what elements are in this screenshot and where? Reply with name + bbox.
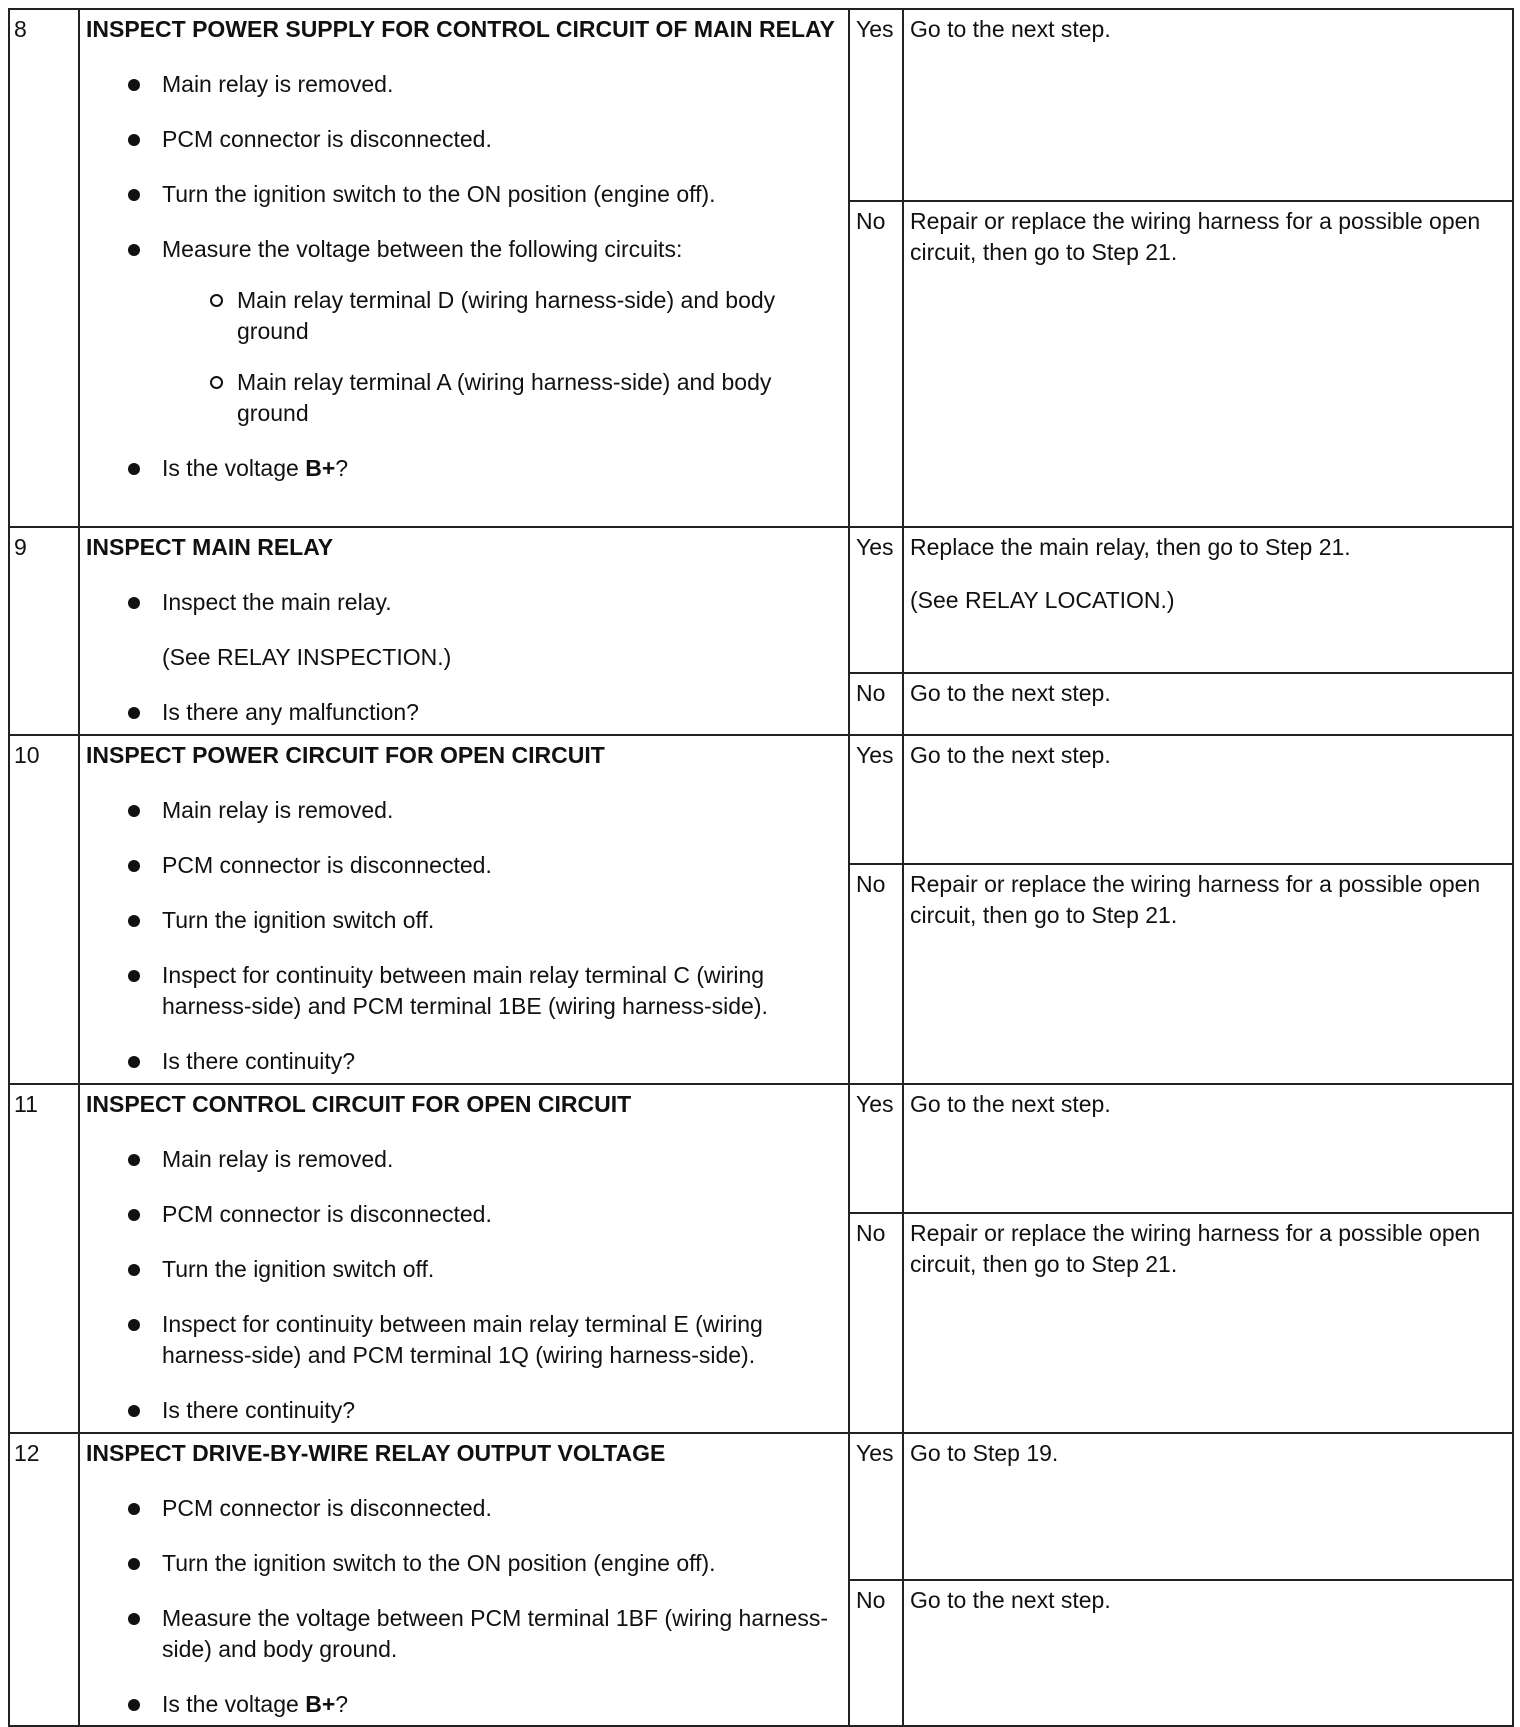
step-title: INSPECT CONTROL CIRCUIT FOR OPEN CIRCUIT	[86, 1091, 632, 1117]
yes-label: Yes	[849, 735, 903, 864]
diagnostic-steps-table	[8, 8, 1514, 1727]
bullet-list	[86, 1493, 842, 1720]
no-label: No	[849, 201, 903, 527]
step-number: 11	[9, 1084, 79, 1433]
yes-label: Yes	[849, 527, 903, 673]
no-action: Repair or replace the wiring harness for a possible open circuit, then go to Step 21.	[903, 1213, 1513, 1433]
step-title: INSPECT MAIN RELAY	[86, 534, 334, 560]
bullet-item: Measure the voltage between the following circuits:	[86, 234, 842, 265]
question-item	[86, 453, 842, 484]
yes-action: Go to Step 19.	[903, 1433, 1513, 1580]
step-content	[79, 1084, 849, 1433]
question-value: B+	[305, 1691, 336, 1717]
bullet-item: Inspect the main relay.	[86, 587, 842, 618]
bullet-item: Measure the voltage between PCM terminal 1BF (wiring harness-side) and body ground.	[86, 1603, 842, 1665]
bullet-item: PCM connector is disconnected.	[86, 1493, 842, 1524]
step-content	[79, 735, 849, 1084]
yes-action: Go to the next step.	[903, 1084, 1513, 1213]
step-number: 8	[9, 9, 79, 527]
no-label: No	[849, 1580, 903, 1726]
bullet-list	[86, 69, 842, 265]
step-title: INSPECT DRIVE-BY-WIRE RELAY OUTPUT VOLTAGE	[86, 1440, 666, 1466]
step-content	[79, 527, 849, 735]
yes-label: Yes	[849, 1433, 903, 1580]
question-value: B+	[305, 455, 336, 481]
no-label: No	[849, 1213, 903, 1433]
bullet-list	[86, 1144, 842, 1426]
yes-label: Yes	[849, 9, 903, 201]
no-action: Repair or replace the wiring harness for a possible open circuit, then go to Step 21.	[903, 201, 1513, 527]
sub-bullet-item: Main relay terminal D (wiring harness-side) and body ground	[86, 285, 842, 347]
bullet-item: Turn the ignition switch to the ON position (engine off).	[86, 1548, 842, 1579]
question-text: Is the voltage	[162, 455, 306, 481]
step-number: 12	[9, 1433, 79, 1726]
yes-action: Go to the next step.	[903, 9, 1513, 201]
yes-reference-note: (See RELAY LOCATION.)	[910, 587, 1175, 613]
step-number: 9	[9, 527, 79, 735]
bullet-item: Turn the ignition switch to the ON position (engine off).	[86, 179, 842, 210]
bullet-item: PCM connector is disconnected.	[86, 1199, 842, 1230]
bullet-item: Main relay is removed.	[86, 795, 842, 826]
bullet-item: Turn the ignition switch off.	[86, 905, 842, 936]
step-row-12	[9, 1433, 1513, 1580]
step-row-10	[9, 735, 1513, 864]
bullet-list	[86, 795, 842, 1077]
reference-note: (See RELAY INSPECTION.)	[162, 644, 452, 670]
step-row-11	[9, 1084, 1513, 1213]
yes-action: Replace the main relay, then go to Step 21.	[910, 534, 1351, 560]
procedure-page	[8, 8, 1512, 1727]
yes-action: Go to the next step.	[903, 735, 1513, 864]
no-action: Repair or replace the wiring harness for a possible open circuit, then go to Step 21.	[903, 864, 1513, 1084]
bullet-item: Main relay is removed.	[86, 1144, 842, 1175]
question-item	[86, 1689, 842, 1720]
question-suffix: ?	[335, 1691, 349, 1717]
question-item: Is there continuity?	[86, 1046, 842, 1077]
yes-action-cell	[903, 527, 1513, 673]
question-item: Is there any malfunction?	[86, 697, 842, 728]
question-item: Is there continuity?	[86, 1395, 842, 1426]
step-row-8	[9, 9, 1513, 201]
bullet-item: Main relay is removed.	[86, 69, 842, 100]
step-title: INSPECT POWER CIRCUIT FOR OPEN CIRCUIT	[86, 742, 605, 768]
sub-bullet-item: Main relay terminal A (wiring harness-side) and body ground	[86, 367, 842, 429]
step-title: INSPECT POWER SUPPLY FOR CONTROL CIRCUIT OF MAIN RELAY	[86, 16, 835, 42]
no-action: Go to the next step.	[903, 673, 1513, 735]
step-number: 10	[9, 735, 79, 1084]
no-action: Go to the next step.	[903, 1580, 1513, 1726]
bullet-item: PCM connector is disconnected.	[86, 850, 842, 881]
no-label: No	[849, 864, 903, 1084]
yes-label: Yes	[849, 1084, 903, 1213]
question-text: Is the voltage	[162, 1691, 306, 1717]
sub-bullet-list	[86, 285, 842, 429]
bullet-item: PCM connector is disconnected.	[86, 124, 842, 155]
step-content	[79, 9, 849, 527]
step-row-9	[9, 527, 1513, 673]
no-label: No	[849, 673, 903, 735]
bullet-list	[86, 587, 842, 728]
step-content	[79, 1433, 849, 1726]
bullet-item: Inspect for continuity between main relay terminal E (wiring harness-side) and PCM terminal 1Q (wiring harness-side).	[86, 1309, 842, 1371]
bullet-list	[86, 453, 842, 484]
bullet-item: Inspect for continuity between main relay terminal C (wiring harness-side) and PCM terminal 1BE (wiring harness-side).	[86, 960, 842, 1022]
bullet-item: Turn the ignition switch off.	[86, 1254, 842, 1285]
question-suffix: ?	[335, 455, 349, 481]
